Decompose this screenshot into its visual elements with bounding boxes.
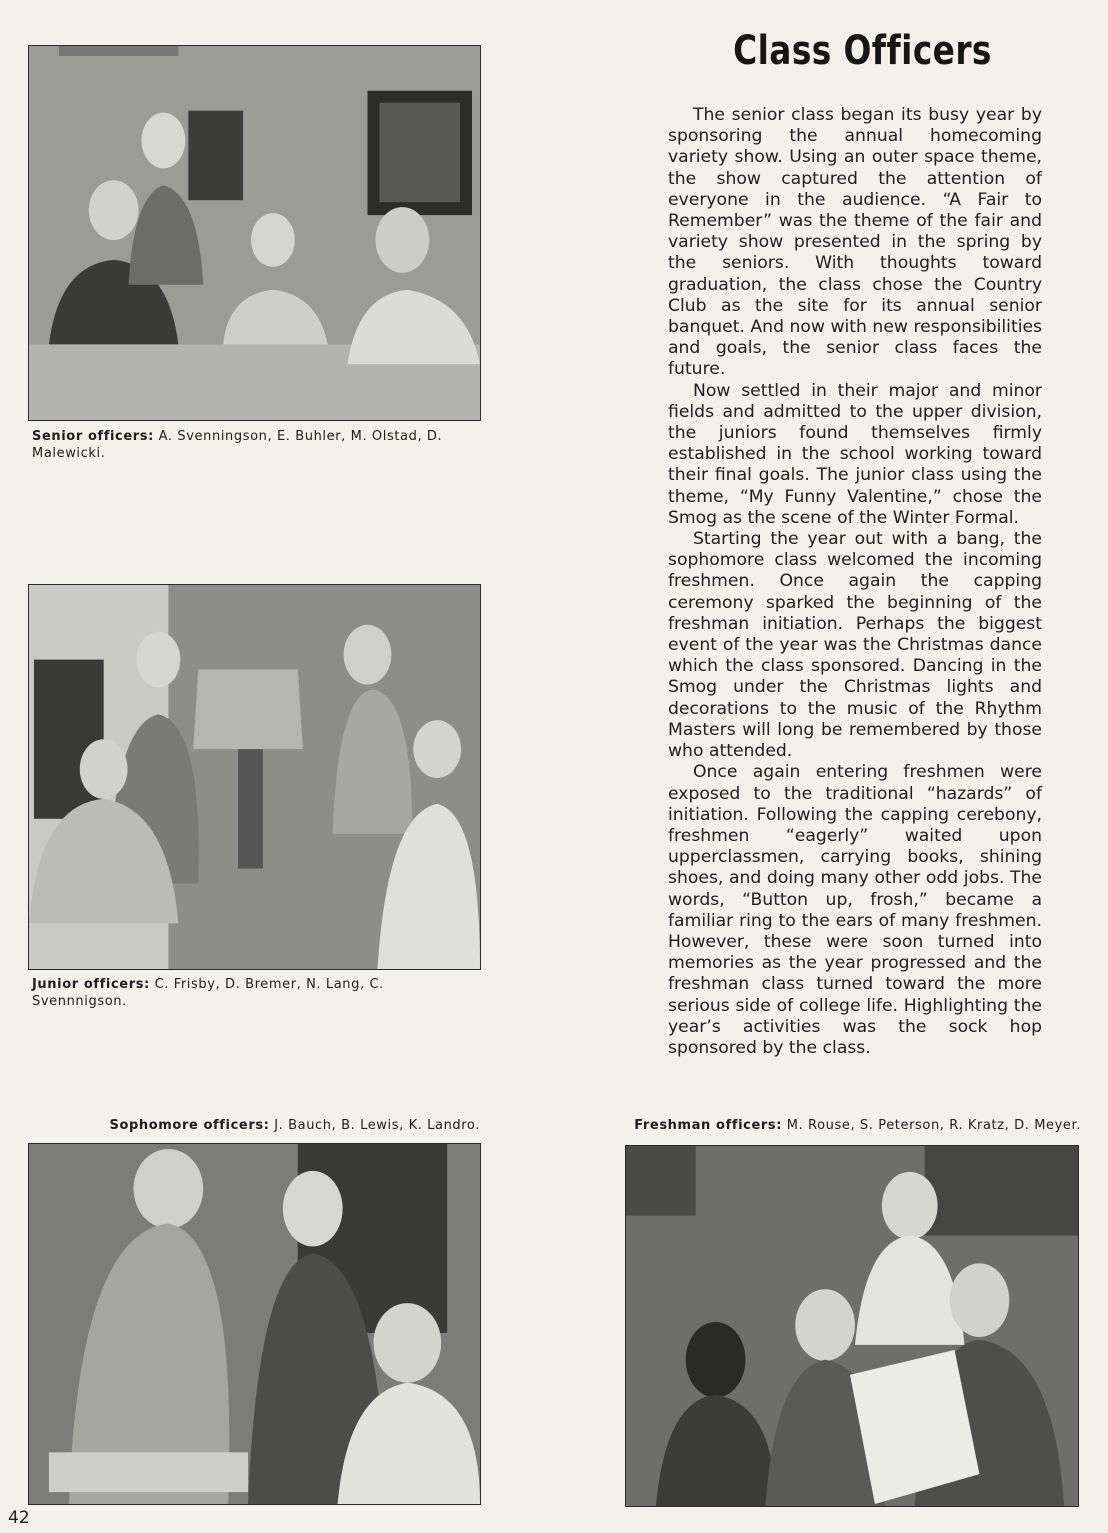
caption-label: Senior officers:	[32, 429, 154, 444]
paragraph-junior: Now settled in their major and minor fields and admitted to the upper division, the juniors found themselves firmly established in the school working toward their final goals. The junior class using the theme, “My Funny Valentine,” chose the Smog as the scene of the Winter Formal.	[668, 380, 1042, 528]
caption-names: C. Frisby, D. Bremer, N. Lang, C. Svennnigson.	[32, 977, 384, 1009]
senior-officers-photo	[28, 45, 481, 421]
caption-label: Junior officers:	[32, 977, 150, 992]
junior-officers-caption	[32, 976, 482, 1010]
page-number: 42	[8, 1508, 30, 1528]
senior-officers-caption	[32, 428, 482, 462]
caption-names: J. Bauch, B. Lewis, K. Landro.	[274, 1118, 480, 1133]
paragraph-senior: The senior class began its busy year by sponsoring the annual homecoming variety show. Using an outer space theme, the show captured the attention of everyone in the audience. “A Fair to Remember” was the theme of the fair and variety show presented in the spring by the seniors. With thoughts toward graduation, the class chose the Country Club as the site for its annual senior banquet. And now with new responsibilities and goals, the senior class faces the future.	[668, 105, 1042, 380]
page-title: Class Officers	[733, 28, 992, 74]
caption-label: Freshman officers:	[634, 1118, 783, 1133]
sophomore-officers-caption	[80, 1117, 480, 1134]
paragraph-freshman: Once again entering freshmen were exposed to the traditional “hazards” of initiation. Following the capping cerebony, freshmen “eagerly” waited upon upperclassmen, carrying books, shining shoes, and doing many other odd jobs. The words, “Button up, frosh,” became a familiar ring to the ears of many freshmen. However, these were soon turned into memories as the year progressed and the freshman class turned toward the more serious side of college life. Highlighting the year’s activities was the sock hop sponsored by the class.	[668, 762, 1042, 1058]
sophomore-officers-photo	[28, 1143, 481, 1505]
paragraph-sophomore: Starting the year out with a bang, the sophomore class welcomed the incoming freshmen. Once again the capping ceremony sparked the beginning of the freshman initiation. Perhaps the biggest event of the year was the Christmas dance which the class sponsored. Dancing in the Smog under the Christmas lights and decorations to the music of the Rhythm Masters will long be remembered by those who attended.	[668, 529, 1042, 762]
junior-officers-photo	[28, 584, 481, 970]
caption-names: A. Svenningson, E. Buhler, M. Olstad, D. Malewicki.	[32, 429, 443, 461]
caption-names: M. Rouse, S. Peterson, R. Kratz, D. Meyer.	[786, 1118, 1081, 1133]
freshman-officers-photo	[625, 1145, 1079, 1507]
caption-label: Sophomore officers:	[109, 1118, 270, 1133]
article-body	[668, 105, 1042, 1059]
freshman-officers-caption	[626, 1117, 1081, 1134]
